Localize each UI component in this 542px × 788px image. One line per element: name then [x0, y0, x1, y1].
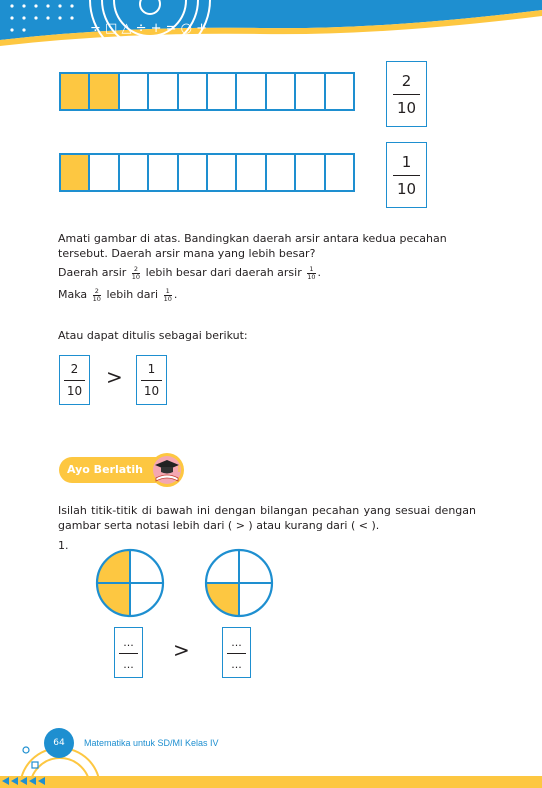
- answer-left-denominator[interactable]: ...: [123, 658, 134, 671]
- bar-cell: [149, 155, 178, 190]
- text-fragment: lebih besar dari daerah arsir: [145, 266, 302, 279]
- bar-cell-shaded: [61, 155, 90, 190]
- footer-book-title: Matematika untuk SD/MI Kelas IV: [84, 738, 219, 748]
- bar-cell-shaded: [61, 74, 90, 109]
- inline-fraction: [132, 266, 140, 281]
- fraction-bar-1: [59, 72, 355, 111]
- fraction-line: [227, 653, 246, 654]
- fraction-denominator: 10: [66, 384, 83, 398]
- inline-fraction-num: 2: [93, 288, 101, 296]
- inline-fraction-num: 1: [307, 266, 315, 274]
- exercise-instruction: Isilah titik-titik di bawah ini dengan bilangan pecahan yang sesuai dengan gambar serta notasi lebih dari ( > ) atau kurang dari ( < ).: [58, 504, 476, 532]
- fraction-denominator: 10: [396, 180, 417, 198]
- text-fragment: .: [173, 288, 178, 301]
- page-number: 64: [44, 728, 74, 758]
- greater-than-symbol: >: [106, 365, 123, 389]
- exercise-number: 1.: [58, 539, 69, 552]
- bar-cell: [208, 155, 237, 190]
- bar-cell: [267, 155, 296, 190]
- bar-cell: [90, 155, 119, 190]
- fraction-numerator: 1: [401, 153, 412, 171]
- fraction-box-1: [386, 61, 427, 127]
- paragraph-compare: [58, 265, 476, 281]
- inline-fraction-num: 2: [132, 266, 140, 274]
- fraction-numerator: 1: [147, 362, 156, 376]
- bar-cell: [296, 74, 325, 109]
- fraction-numerator: 2: [401, 72, 412, 90]
- section-title: Ayo Berlatih: [67, 463, 144, 476]
- answer-left-numerator[interactable]: ...: [123, 636, 134, 649]
- text-fragment: Daerah arsir: [58, 266, 127, 279]
- fraction-bar-2: [59, 153, 355, 192]
- fraction-numerator: 2: [70, 362, 79, 376]
- bar-cell: [237, 155, 266, 190]
- answer-right-denominator[interactable]: ...: [231, 658, 242, 671]
- bar-cell: [326, 155, 353, 190]
- bar-cell: [179, 155, 208, 190]
- fraction-denominator: 10: [396, 99, 417, 117]
- bar-cell: [149, 74, 178, 109]
- inline-fraction-num: 1: [164, 288, 172, 296]
- fraction-circle-2: [203, 547, 275, 619]
- text-fragment: Maka: [58, 288, 88, 301]
- bar-cell: [208, 74, 237, 109]
- fraction-circle-1: [94, 547, 166, 619]
- text-fragment: .: [317, 266, 322, 279]
- bar-cell: [267, 74, 296, 109]
- footer-decoration: [0, 720, 542, 788]
- header-symbols: ÷ □ △ ÷ + = ○ +: [90, 21, 208, 36]
- inline-fraction: [307, 266, 315, 281]
- fraction-line: [393, 175, 420, 176]
- text-fragment: lebih dari: [106, 288, 159, 301]
- answer-right-box[interactable]: [222, 627, 251, 678]
- inline-fraction: [93, 288, 101, 303]
- bar-cell: [179, 74, 208, 109]
- compare-right-box: [136, 355, 167, 405]
- fraction-line: [141, 380, 162, 381]
- fraction-box-2: [386, 142, 427, 208]
- bar-cell: [120, 74, 149, 109]
- section-badge: [59, 452, 187, 488]
- fraction-line: [119, 653, 138, 654]
- bar-cell: [237, 74, 266, 109]
- answer-right-numerator[interactable]: ...: [231, 636, 242, 649]
- inline-fraction: [164, 288, 172, 303]
- fraction-line: [64, 380, 85, 381]
- inline-fraction-den: 10: [92, 294, 101, 303]
- bar-cell: [120, 155, 149, 190]
- inline-fraction-den: 10: [131, 272, 141, 281]
- compare-left-box: [59, 355, 90, 405]
- inline-fraction-den: 10: [307, 272, 316, 281]
- inline-fraction-den: 10: [163, 294, 172, 303]
- header-decoration: [0, 0, 542, 46]
- fraction-line: [393, 94, 420, 95]
- greater-than-symbol: >: [173, 638, 190, 662]
- fraction-denominator: 10: [143, 384, 160, 398]
- graduation-cap-book-icon: [147, 452, 187, 488]
- paragraph-alternative: Atau dapat ditulis sebagai berikut:: [58, 329, 248, 342]
- bar-cell: [326, 74, 353, 109]
- paragraph-question: Amati gambar di atas. Bandingkan daerah arsir antara kedua pecahan tersebut. Daerah arsir mana yang lebih besar?: [58, 232, 447, 260]
- answer-left-box[interactable]: [114, 627, 143, 678]
- bar-cell: [296, 155, 325, 190]
- bar-cell-shaded: [90, 74, 119, 109]
- paragraph-conclusion: [58, 287, 476, 303]
